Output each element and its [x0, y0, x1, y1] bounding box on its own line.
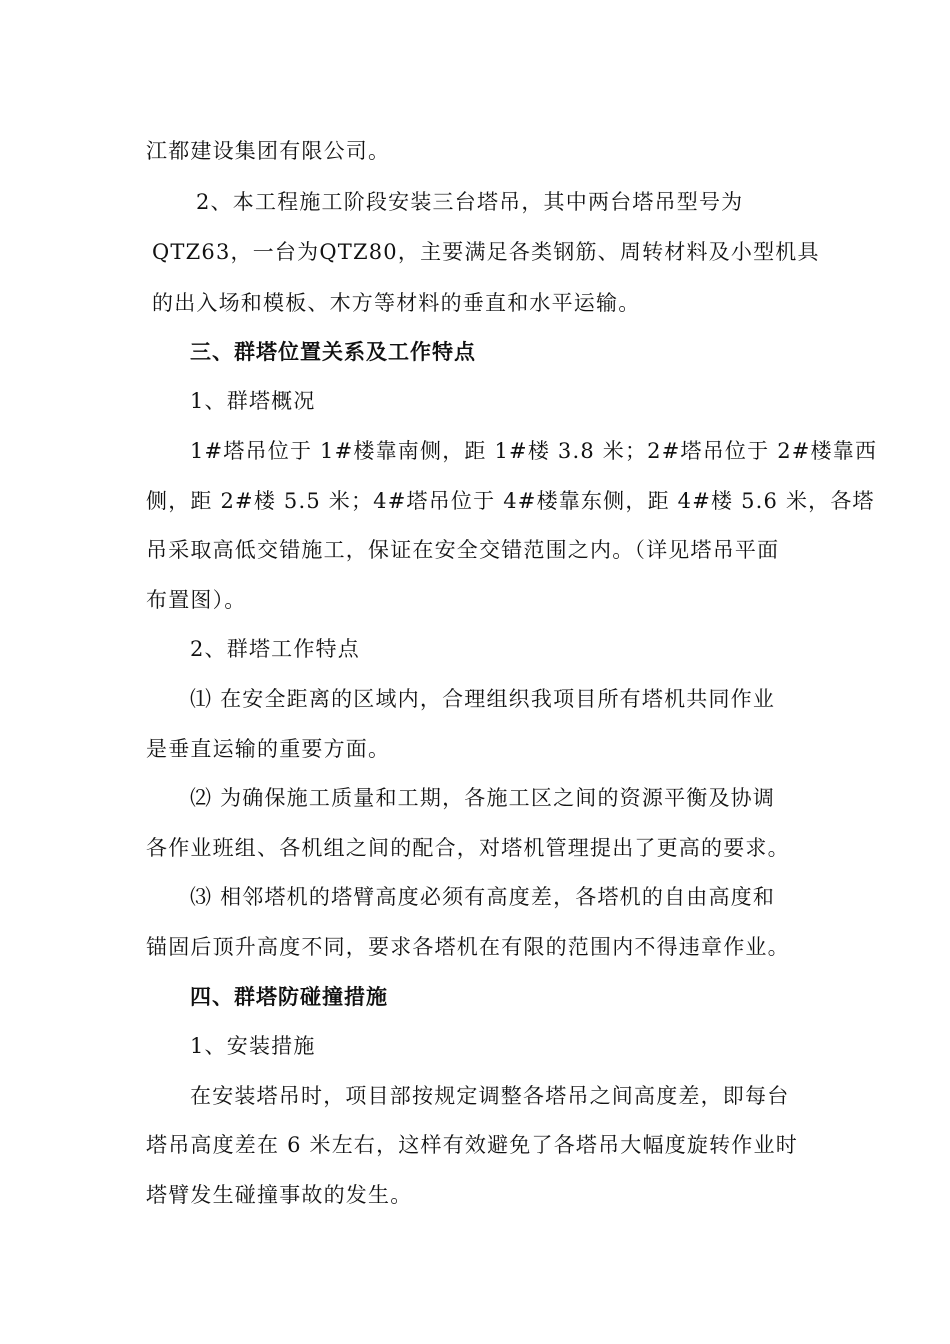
- section-heading: 四、群塔防碰撞措施: [190, 984, 388, 1009]
- paragraph-line: 1#塔吊位于 1#楼靠南侧，距 1#楼 3.8 米；2#塔吊位于 2#楼靠西: [190, 439, 878, 463]
- subsection-heading: 1、群塔概况: [190, 389, 316, 413]
- list-item-line: ⑶ 相邻塔机的塔臂高度必须有高度差，各塔机的自由高度和: [190, 885, 776, 909]
- paragraph-line: 塔臂发生碰撞事故的发生。: [146, 1183, 413, 1207]
- paragraph-line: 的出入场和模板、木方等材料的垂直和水平运输。: [152, 291, 641, 315]
- paragraph-line: 2、本工程施工阶段安装三台塔吊，其中两台塔吊型号为: [196, 190, 744, 214]
- subsection-heading: 2、群塔工作特点: [190, 637, 360, 661]
- paragraph-line: 吊采取高低交错施工，保证在安全交错范围之内。（详见塔吊平面: [146, 538, 780, 562]
- paragraph-line: 塔吊高度差在 6 米左右，这样有效避免了各塔吊大幅度旋转作业时: [146, 1133, 798, 1157]
- section-heading: 三、群塔位置关系及工作特点: [190, 339, 476, 364]
- paragraph-line: 在安装塔吊时，项目部按规定调整各塔吊之间高度差，即每台: [190, 1084, 790, 1108]
- list-item-line: 锚固后顶升高度不同，要求各塔机在有限的范围内不得违章作业。: [146, 935, 790, 959]
- paragraph-line: 江都建设集团有限公司。: [146, 139, 391, 163]
- list-item-line: ⑴ 在安全距离的区域内，合理组织我项目所有塔机共同作业: [190, 687, 776, 711]
- paragraph-line: 布置图）。: [146, 588, 247, 612]
- paragraph-line: 侧，距 2#楼 5.5 米；4#塔吊位于 4#楼靠东侧，距 4#楼 5.6 米，各塔: [146, 489, 875, 513]
- list-item-line: 是垂直运输的重要方面。: [146, 737, 391, 761]
- list-item-line: ⑵ 为确保施工质量和工期，各施工区之间的资源平衡及协调: [190, 786, 776, 810]
- subsection-heading: 1、安装措施: [190, 1034, 316, 1058]
- paragraph-line: QTZ63，一台为QTZ80，主要满足各类钢筋、周转材料及小型机具: [152, 240, 820, 264]
- list-item-line: 各作业班组、各机组之间的配合，对塔机管理提出了更高的要求。: [146, 836, 790, 860]
